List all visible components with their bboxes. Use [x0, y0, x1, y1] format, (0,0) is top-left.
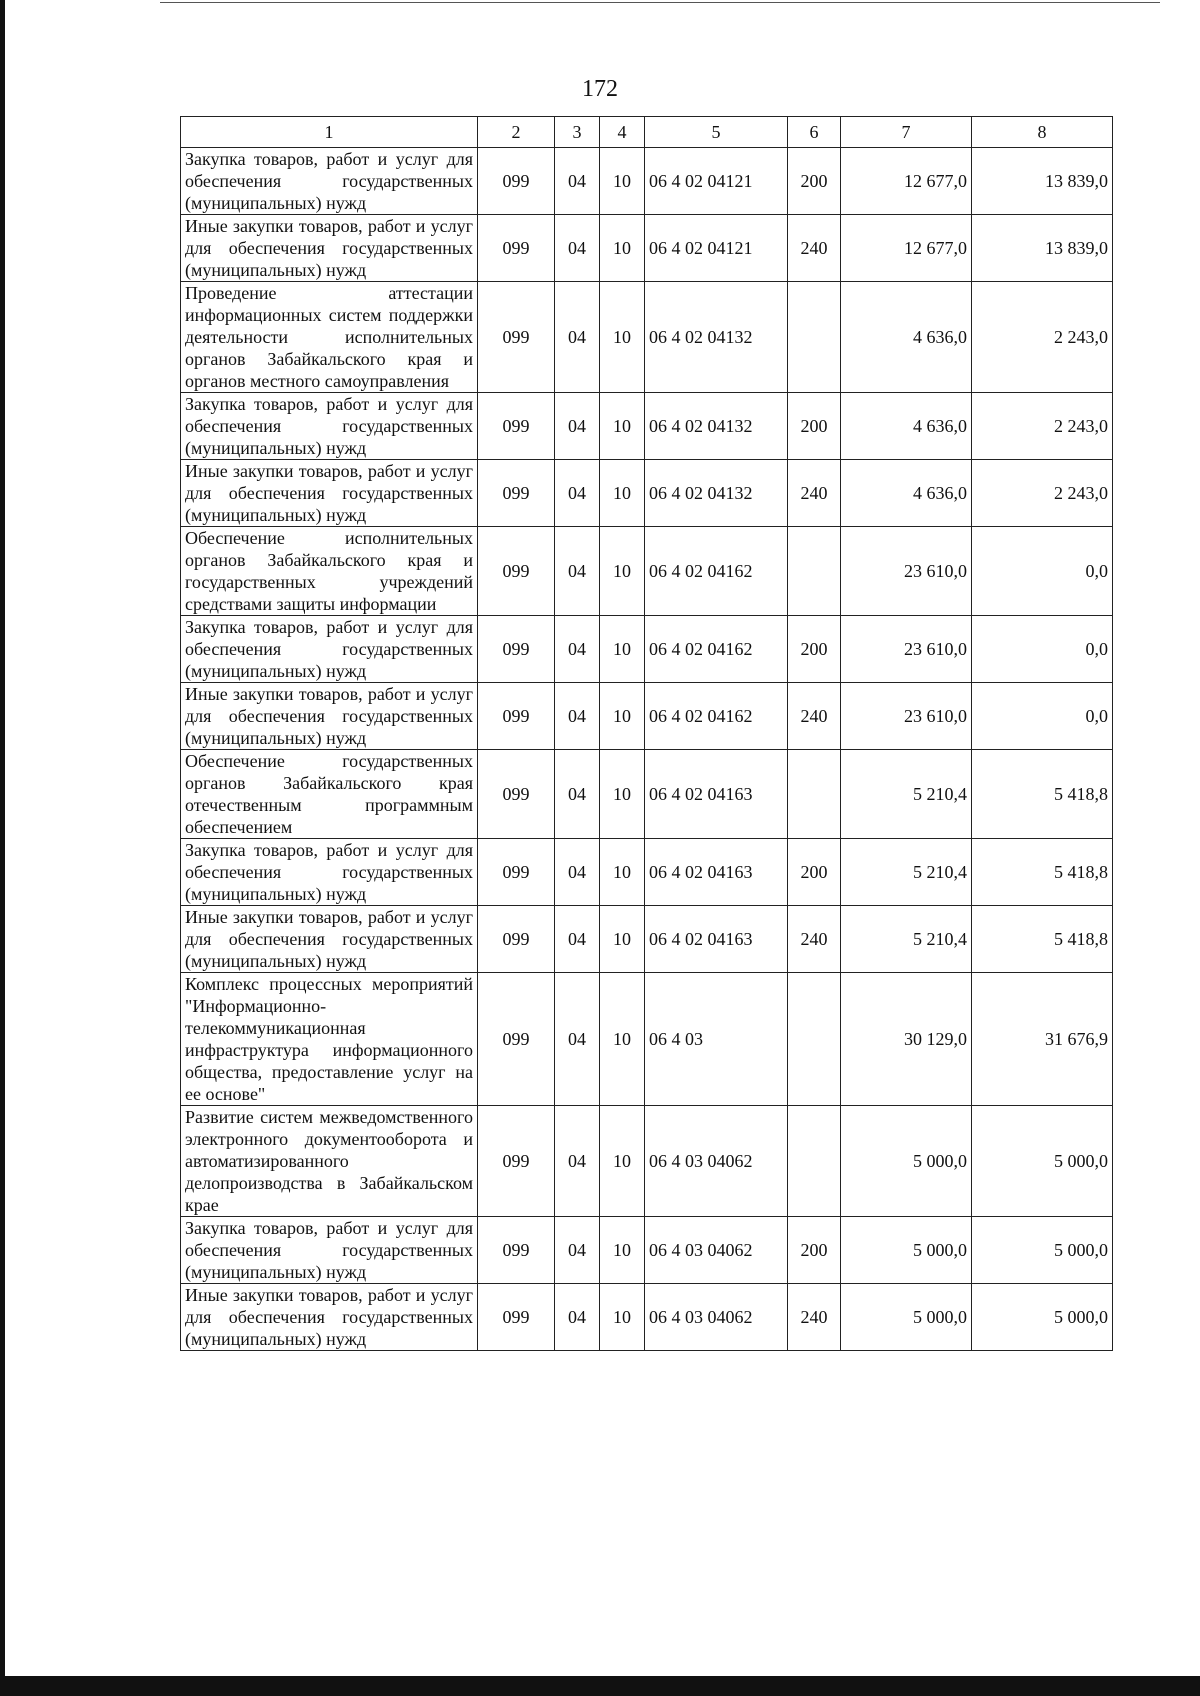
- expense-type-cell: 200: [788, 839, 841, 906]
- amount-year2-cell: 13 839,0: [972, 215, 1113, 282]
- table-row: [181, 616, 1113, 683]
- header-cell: 3: [555, 117, 600, 148]
- ministry-code-cell: 099: [478, 1106, 555, 1217]
- row-name-cell: Развитие систем межведомственного электронного документооборота и автоматизированного делопроизводства в Забайкальском крае: [181, 1106, 478, 1217]
- amount-year2-cell: 0,0: [972, 616, 1113, 683]
- scan-border-left: [0, 0, 5, 1696]
- table-row: [181, 527, 1113, 616]
- expense-type-cell: 240: [788, 683, 841, 750]
- table-row: [181, 750, 1113, 839]
- header-cell: 6: [788, 117, 841, 148]
- header-cell: 8: [972, 117, 1113, 148]
- expense-type-cell: 240: [788, 1284, 841, 1351]
- amount-year2-cell: 5 000,0: [972, 1106, 1113, 1217]
- ministry-code-cell: 099: [478, 973, 555, 1106]
- row-name-cell: Иные закупки товаров, работ и услуг для обеспечения государственных (муниципальных) нужд: [181, 215, 478, 282]
- amount-year2-cell: 31 676,9: [972, 973, 1113, 1106]
- section-code-cell: 04: [555, 1217, 600, 1284]
- header-cell: 5: [645, 117, 788, 148]
- section-code-cell: 04: [555, 906, 600, 973]
- target-article-cell: 06 4 02 04163: [645, 750, 788, 839]
- scan-border-top: [160, 2, 1160, 3]
- table-row: [181, 282, 1113, 393]
- amount-year1-cell: 5 210,4: [841, 839, 972, 906]
- subsection-code-cell: 10: [600, 148, 645, 215]
- amount-year2-cell: 2 243,0: [972, 393, 1113, 460]
- ministry-code-cell: 099: [478, 1217, 555, 1284]
- amount-year2-cell: 2 243,0: [972, 282, 1113, 393]
- amount-year1-cell: 23 610,0: [841, 683, 972, 750]
- target-article-cell: 06 4 02 04132: [645, 393, 788, 460]
- table-row: [181, 393, 1113, 460]
- section-code-cell: 04: [555, 527, 600, 616]
- section-code-cell: 04: [555, 973, 600, 1106]
- expense-type-cell: 240: [788, 906, 841, 973]
- section-code-cell: 04: [555, 148, 600, 215]
- section-code-cell: 04: [555, 616, 600, 683]
- expense-type-cell: 200: [788, 616, 841, 683]
- row-name-cell: Проведение аттестации информационных систем поддержки деятельности исполнительных органов Забайкальского края и органов местного самоуправления: [181, 282, 478, 393]
- subsection-code-cell: 10: [600, 750, 645, 839]
- amount-year1-cell: 5 000,0: [841, 1106, 972, 1217]
- section-code-cell: 04: [555, 215, 600, 282]
- amount-year1-cell: 23 610,0: [841, 616, 972, 683]
- section-code-cell: 04: [555, 839, 600, 906]
- amount-year1-cell: 12 677,0: [841, 215, 972, 282]
- section-code-cell: 04: [555, 282, 600, 393]
- row-name-cell: Закупка товаров, работ и услуг для обеспечения государственных (муниципальных) нужд: [181, 1217, 478, 1284]
- amount-year2-cell: 5 418,8: [972, 750, 1113, 839]
- target-article-cell: 06 4 02 04121: [645, 148, 788, 215]
- ministry-code-cell: 099: [478, 148, 555, 215]
- ministry-code-cell: 099: [478, 616, 555, 683]
- table-row: [181, 973, 1113, 1106]
- amount-year1-cell: 4 636,0: [841, 282, 972, 393]
- target-article-cell: 06 4 02 04162: [645, 527, 788, 616]
- expense-type-cell: 200: [788, 1217, 841, 1284]
- target-article-cell: 06 4 02 04163: [645, 839, 788, 906]
- ministry-code-cell: 099: [478, 839, 555, 906]
- ministry-code-cell: 099: [478, 906, 555, 973]
- table-row: [181, 460, 1113, 527]
- amount-year2-cell: 0,0: [972, 527, 1113, 616]
- subsection-code-cell: 10: [600, 1106, 645, 1217]
- row-name-cell: Иные закупки товаров, работ и услуг для обеспечения государственных (муниципальных) нужд: [181, 683, 478, 750]
- row-name-cell: Иные закупки товаров, работ и услуг для обеспечения государственных (муниципальных) нужд: [181, 906, 478, 973]
- table-row: [181, 1284, 1113, 1351]
- target-article-cell: 06 4 02 04132: [645, 460, 788, 527]
- row-name-cell: Закупка товаров, работ и услуг для обеспечения государственных (муниципальных) нужд: [181, 616, 478, 683]
- table-row: [181, 1217, 1113, 1284]
- row-name-cell: Закупка товаров, работ и услуг для обеспечения государственных (муниципальных) нужд: [181, 839, 478, 906]
- page-number: 172: [582, 76, 618, 102]
- header-cell: 1: [181, 117, 478, 148]
- expense-type-cell: 240: [788, 215, 841, 282]
- section-code-cell: 04: [555, 750, 600, 839]
- amount-year2-cell: 5 000,0: [972, 1217, 1113, 1284]
- subsection-code-cell: 10: [600, 393, 645, 460]
- row-name-cell: Закупка товаров, работ и услуг для обеспечения государственных (муниципальных) нужд: [181, 393, 478, 460]
- expense-type-cell: [788, 282, 841, 393]
- table-header-row: [181, 117, 1113, 148]
- table-row: [181, 215, 1113, 282]
- subsection-code-cell: 10: [600, 906, 645, 973]
- ministry-code-cell: 099: [478, 1284, 555, 1351]
- amount-year2-cell: 2 243,0: [972, 460, 1113, 527]
- target-article-cell: 06 4 02 04132: [645, 282, 788, 393]
- subsection-code-cell: 10: [600, 460, 645, 527]
- section-code-cell: 04: [555, 1284, 600, 1351]
- target-article-cell: 06 4 03 04062: [645, 1284, 788, 1351]
- amount-year1-cell: 12 677,0: [841, 148, 972, 215]
- header-cell: 7: [841, 117, 972, 148]
- target-article-cell: 06 4 03 04062: [645, 1217, 788, 1284]
- subsection-code-cell: 10: [600, 1217, 645, 1284]
- scan-border-bottom: [0, 1676, 1200, 1696]
- subsection-code-cell: 10: [600, 683, 645, 750]
- subsection-code-cell: 10: [600, 527, 645, 616]
- row-name-cell: Закупка товаров, работ и услуг для обеспечения государственных (муниципальных) нужд: [181, 148, 478, 215]
- expense-type-cell: 200: [788, 148, 841, 215]
- target-article-cell: 06 4 02 04121: [645, 215, 788, 282]
- section-code-cell: 04: [555, 683, 600, 750]
- subsection-code-cell: 10: [600, 282, 645, 393]
- table-row: [181, 839, 1113, 906]
- ministry-code-cell: 099: [478, 750, 555, 839]
- amount-year2-cell: 5 000,0: [972, 1284, 1113, 1351]
- table-row: [181, 906, 1113, 973]
- ministry-code-cell: 099: [478, 527, 555, 616]
- header-cell: 2: [478, 117, 555, 148]
- section-code-cell: 04: [555, 393, 600, 460]
- amount-year2-cell: 0,0: [972, 683, 1113, 750]
- expense-type-cell: [788, 527, 841, 616]
- row-name-cell: Иные закупки товаров, работ и услуг для обеспечения государственных (муниципальных) нужд: [181, 460, 478, 527]
- amount-year2-cell: 13 839,0: [972, 148, 1113, 215]
- ministry-code-cell: 099: [478, 683, 555, 750]
- header-cell: 4: [600, 117, 645, 148]
- target-article-cell: 06 4 02 04163: [645, 906, 788, 973]
- amount-year1-cell: 5 000,0: [841, 1217, 972, 1284]
- subsection-code-cell: 10: [600, 215, 645, 282]
- subsection-code-cell: 10: [600, 1284, 645, 1351]
- row-name-cell: Обеспечение государственных органов Забайкальского края отечественным программным обеспечением: [181, 750, 478, 839]
- table-body: [181, 148, 1113, 1351]
- section-code-cell: 04: [555, 460, 600, 527]
- subsection-code-cell: 10: [600, 973, 645, 1106]
- amount-year2-cell: 5 418,8: [972, 839, 1113, 906]
- table-row: [181, 683, 1113, 750]
- expense-type-cell: [788, 750, 841, 839]
- expense-type-cell: [788, 973, 841, 1106]
- amount-year1-cell: 5 210,4: [841, 750, 972, 839]
- row-name-cell: Обеспечение исполнительных органов Забайкальского края и государственных учреждений средствами защиты информации: [181, 527, 478, 616]
- amount-year1-cell: 5 000,0: [841, 1284, 972, 1351]
- row-name-cell: Иные закупки товаров, работ и услуг для обеспечения государственных (муниципальных) нужд: [181, 1284, 478, 1351]
- expense-type-cell: [788, 1106, 841, 1217]
- target-article-cell: 06 4 02 04162: [645, 683, 788, 750]
- table-row: [181, 148, 1113, 215]
- section-code-cell: 04: [555, 1106, 600, 1217]
- amount-year2-cell: 5 418,8: [972, 906, 1113, 973]
- subsection-code-cell: 10: [600, 616, 645, 683]
- target-article-cell: 06 4 03 04062: [645, 1106, 788, 1217]
- subsection-code-cell: 10: [600, 839, 645, 906]
- expense-type-cell: 200: [788, 393, 841, 460]
- ministry-code-cell: 099: [478, 460, 555, 527]
- amount-year1-cell: 23 610,0: [841, 527, 972, 616]
- target-article-cell: 06 4 03: [645, 973, 788, 1106]
- expense-type-cell: 240: [788, 460, 841, 527]
- row-name-cell: Комплекс процессных мероприятий "Информационно-телекоммуникационная инфраструктура информационного общества, предоставление услуг на ее основе": [181, 973, 478, 1106]
- amount-year1-cell: 30 129,0: [841, 973, 972, 1106]
- ministry-code-cell: 099: [478, 282, 555, 393]
- ministry-code-cell: 099: [478, 215, 555, 282]
- amount-year1-cell: 4 636,0: [841, 460, 972, 527]
- table-row: [181, 1106, 1113, 1217]
- ministry-code-cell: 099: [478, 393, 555, 460]
- amount-year1-cell: 5 210,4: [841, 906, 972, 973]
- amount-year1-cell: 4 636,0: [841, 393, 972, 460]
- target-article-cell: 06 4 02 04162: [645, 616, 788, 683]
- budget-table: [180, 116, 1113, 1351]
